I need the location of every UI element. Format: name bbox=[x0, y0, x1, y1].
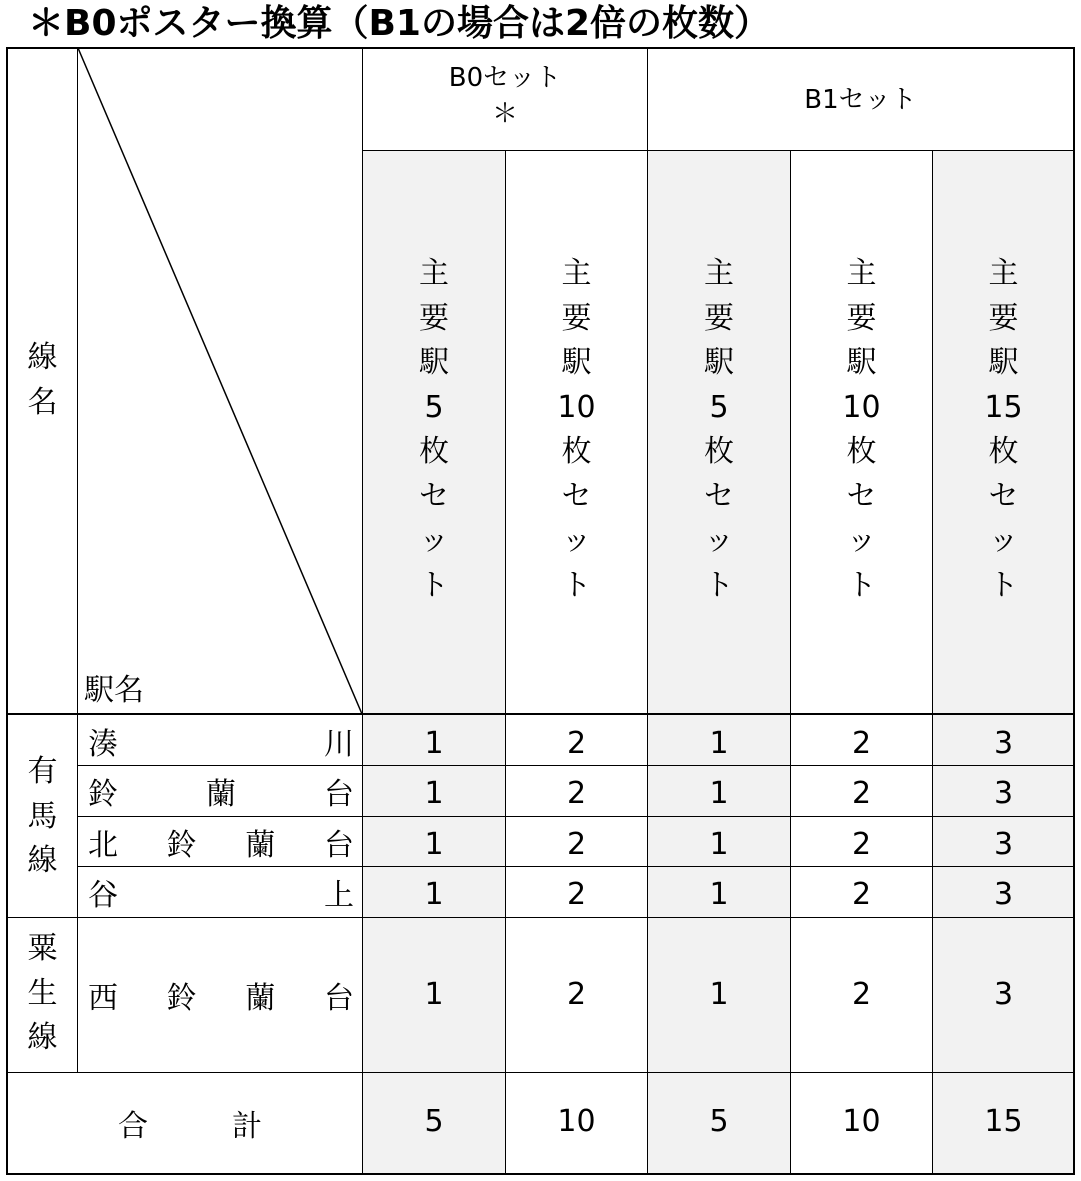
station-char: 蘭 bbox=[206, 777, 236, 812]
value-cell: 2 bbox=[566, 776, 587, 811]
total-value-cell: 15 bbox=[984, 1104, 1023, 1139]
station-char: 西 bbox=[88, 981, 118, 1016]
station-char: 蘭 bbox=[245, 827, 276, 863]
value-cell: 1 bbox=[424, 827, 444, 862]
value-cell: 2 bbox=[566, 977, 587, 1012]
station-name-row-2 bbox=[78, 766, 362, 816]
station-char: 鈴 bbox=[166, 827, 197, 863]
b0-set-group-header: B0セット ＊ bbox=[448, 63, 562, 129]
station-char: 蘭 bbox=[245, 981, 276, 1016]
total-value-cell: 10 bbox=[557, 1104, 596, 1139]
total-char: 合 bbox=[118, 1109, 148, 1144]
line-name-header: 線 名 bbox=[27, 340, 58, 420]
station-name-row-3 bbox=[78, 817, 362, 866]
value-cell: 3 bbox=[993, 827, 1014, 862]
value-cell: 1 bbox=[424, 977, 444, 1012]
station-char: 北 bbox=[88, 827, 118, 863]
total-label bbox=[8, 1073, 362, 1173]
value-cell: 1 bbox=[709, 877, 729, 912]
column-header-b1-15: 主 要 駅 15 枚 セ ッ ト bbox=[984, 256, 1023, 603]
total-value-cell: 5 bbox=[424, 1104, 444, 1139]
value-cell: 2 bbox=[566, 726, 587, 761]
value-cell: 3 bbox=[993, 977, 1014, 1012]
column-header-b1-5: 主 要 駅 5 枚 セ ッ ト bbox=[704, 256, 734, 603]
value-cell: 1 bbox=[424, 726, 444, 761]
station-char: 鈴 bbox=[166, 981, 197, 1016]
header-group-divider bbox=[362, 150, 1074, 151]
value-cell: 2 bbox=[566, 827, 587, 862]
value-cell: 3 bbox=[993, 877, 1014, 912]
value-cell: 1 bbox=[424, 776, 444, 811]
station-char: 湊 bbox=[88, 726, 118, 762]
station-char: 鈴 bbox=[88, 777, 118, 812]
station-char: 川 bbox=[324, 726, 354, 762]
station-name-header: 駅名 bbox=[84, 673, 144, 708]
value-cell: 2 bbox=[851, 827, 872, 862]
value-cell: 3 bbox=[993, 726, 1014, 761]
header-bottom-line bbox=[6, 713, 1075, 715]
column-header-b0-10: 主 要 駅 10 枚 セ ッ ト bbox=[557, 256, 596, 603]
station-char: 台 bbox=[323, 827, 354, 863]
station-char: 上 bbox=[324, 878, 354, 913]
value-cell: 1 bbox=[709, 726, 729, 761]
value-cell: 1 bbox=[709, 827, 729, 862]
b1-set-group-header: B1セット bbox=[804, 85, 917, 115]
value-cell: 2 bbox=[851, 877, 872, 912]
border-top bbox=[6, 47, 1075, 49]
value-cell: 1 bbox=[424, 877, 444, 912]
value-cell: 2 bbox=[851, 776, 872, 811]
station-name-row-1 bbox=[78, 716, 362, 765]
total-value-cell: 10 bbox=[842, 1104, 881, 1139]
station-char: 谷 bbox=[88, 878, 118, 913]
column-header-b1-10: 主 要 駅 10 枚 セ ッ ト bbox=[842, 256, 881, 603]
line-name-ao: 粟 生 線 bbox=[27, 931, 58, 1055]
station-name-row-5 bbox=[78, 918, 362, 1072]
station-char: 台 bbox=[324, 777, 354, 812]
header-diagonal-line bbox=[78, 48, 363, 715]
value-cell: 2 bbox=[851, 977, 872, 1012]
border-bottom bbox=[6, 1173, 1075, 1175]
value-cell: 3 bbox=[993, 776, 1014, 811]
value-cell: 1 bbox=[709, 977, 729, 1012]
value-cell: 2 bbox=[566, 877, 587, 912]
total-value-cell: 5 bbox=[709, 1104, 729, 1139]
station-char: 台 bbox=[323, 981, 354, 1016]
total-char: 計 bbox=[232, 1109, 262, 1144]
value-cell: 2 bbox=[851, 726, 872, 761]
page-title: ＊B0ポスター換算（B1の場合は2倍の枚数） bbox=[28, 3, 771, 44]
value-cell: 1 bbox=[709, 776, 729, 811]
column-header-b0-5: 主 要 駅 5 枚 セ ッ ト bbox=[419, 256, 449, 603]
line-name-arima: 有 馬 線 bbox=[27, 754, 58, 878]
station-name-row-4 bbox=[78, 867, 362, 917]
